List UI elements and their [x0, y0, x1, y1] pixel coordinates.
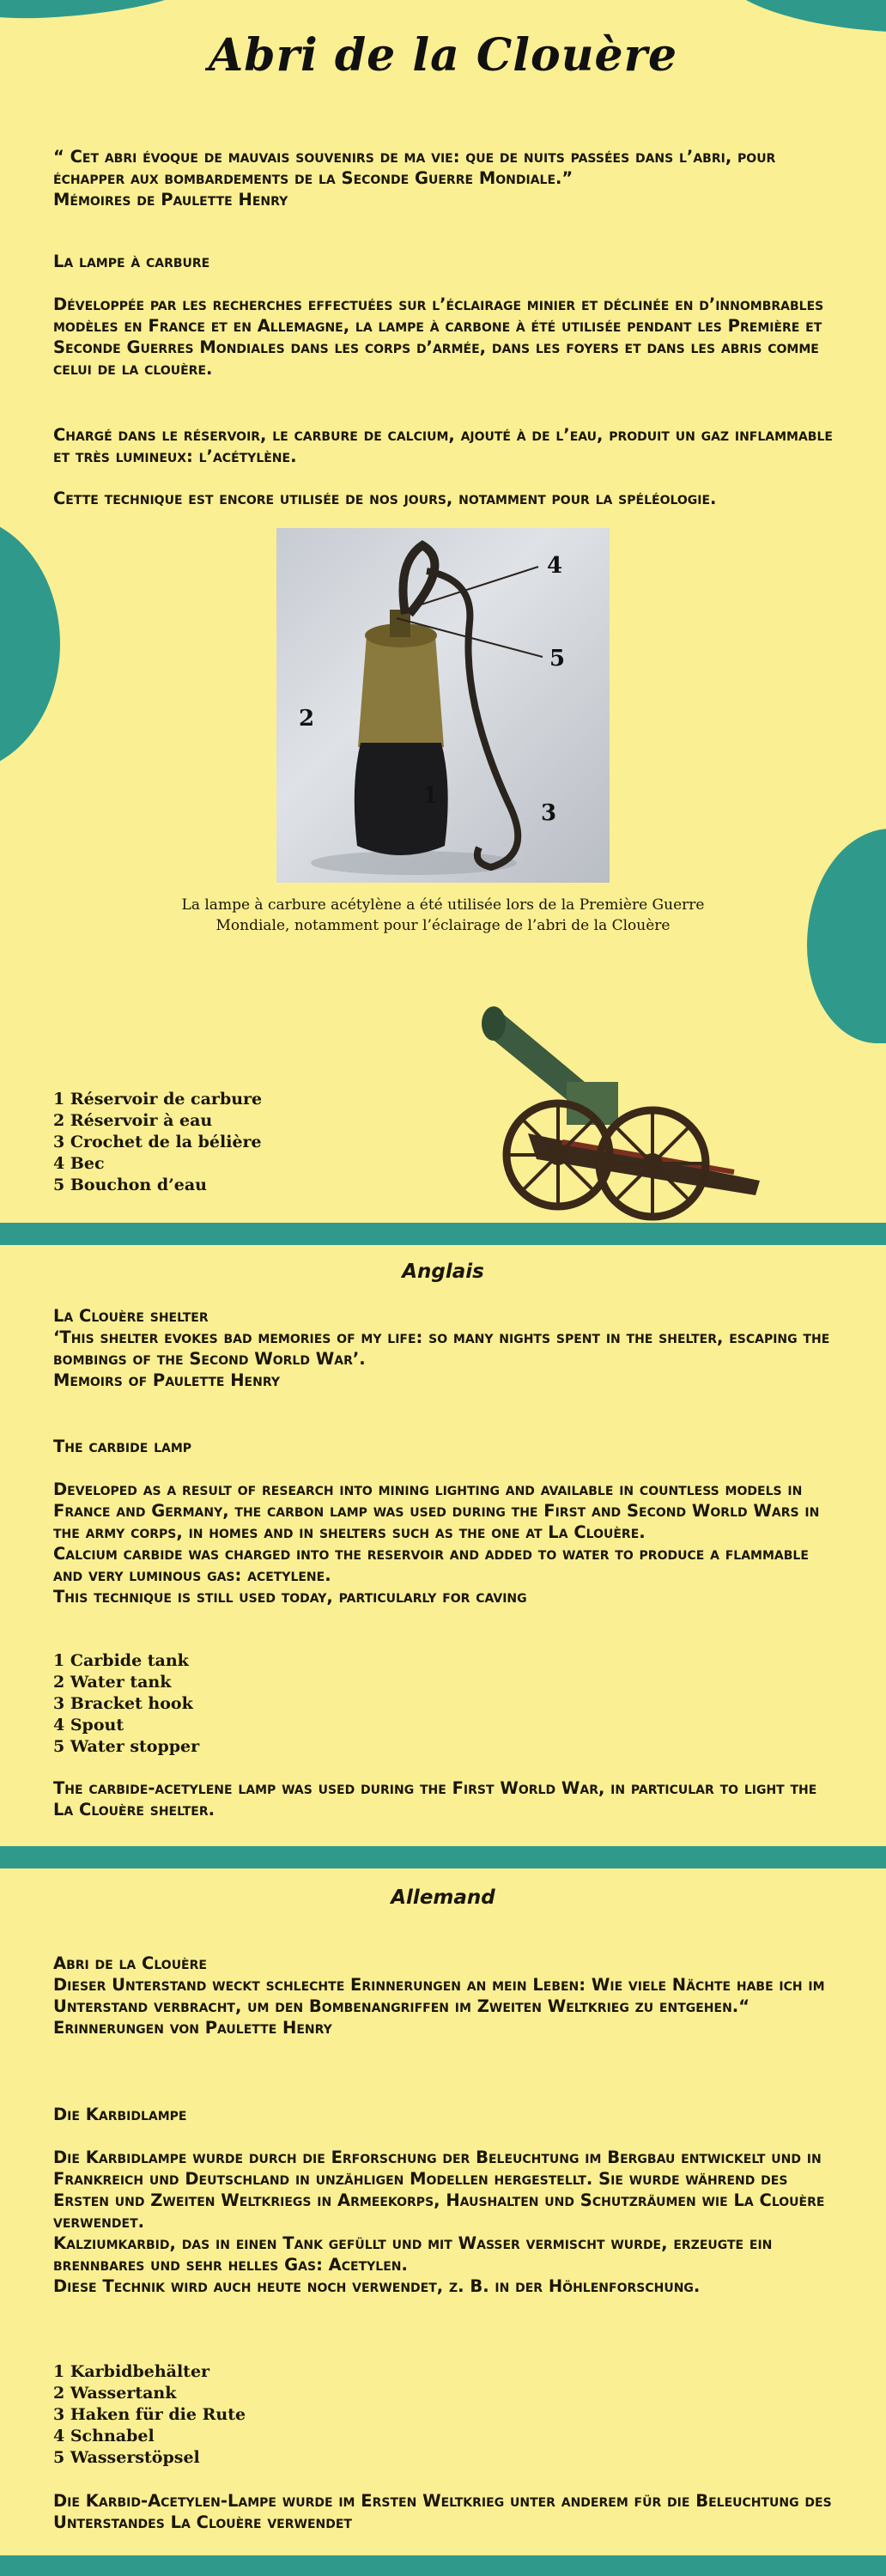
list-item: 3 Crochet de la bélière — [53, 1133, 262, 1151]
german-quote: Dieser Unterstand weckt schlechte Erinnerungen an mein Leben: Wie viele Nächte habe ich im Unterstand verbracht, um den Bombenangriffen im Zweiten Weltkrieg zu entgehen.“ — [53, 1975, 825, 2016]
english-lamp-heading: The carbide lamp — [53, 1437, 192, 1456]
french-memoir: Mémoires de Paulette Henry — [53, 190, 288, 210]
german-part-labels — [53, 2361, 246, 2469]
french-quote: “ Cet abri évoque de mauvais souvenirs de ma vie: que de nuits passées dans l’abri, pour échapper aux bombardements de la Seconde Guerre Mondiale.” — [53, 147, 776, 188]
english-shelter: La Clouère shelter — [53, 1306, 209, 1326]
english-part-labels — [53, 1650, 199, 1758]
photo-number-4: 4 — [547, 553, 563, 579]
lamp-caption — [146, 895, 740, 936]
list-item: 4 Schnabel — [53, 2427, 155, 2445]
cannon-icon — [476, 996, 773, 1228]
list-item: 3 Haken für die Rute — [53, 2405, 246, 2424]
french-para-3: Cette technique est encore utilisée de nos jours, notamment pour la spéléologie. — [53, 489, 717, 508]
english-para-2: Calcium carbide was charged into the reservoir and added to water to produce a flammable and very luminous gas: acetylene. — [53, 1544, 809, 1585]
list-item: 1 Réservoir de carbure — [53, 1090, 263, 1109]
list-item: 3 Bracket hook — [53, 1694, 193, 1713]
section-divider-3 — [0, 2555, 886, 2576]
lamp-caption-line-1: La lampe à carbure acétylène a été utilisée lors de la Première Guerre — [181, 896, 705, 914]
german-closing: Die Karbid-Acetylen-Lampe wurde im Ersten Weltkrieg unter anderem für die Beleuchtung des Unterstandes La Clouère verwendet — [53, 2491, 832, 2532]
decor-blob-top-right — [717, 0, 886, 33]
english-quote: ‘This shelter evokes bad memories of my life: so many nights spent in the shelter, escaping the bombings of the Second World War’. — [53, 1327, 830, 1369]
list-item: 1 Karbidbehälter — [53, 2362, 210, 2381]
decor-blob-right — [807, 829, 886, 1043]
german-para-1: Die Karbidlampe wurde durch die Erforschung der Beleuchtung im Bergbau entwickelt und in Frankreich und Deutschland in unzähligen Modellen hergestellt. Sie wurde während des Ersten und Zweiten Weltkriegs in Armeekorps, Haushalten und Schutzräumen wie La Clouère verwendet. — [53, 2148, 825, 2232]
cannon-wheel-left — [507, 1103, 610, 1206]
french-para-2: Chargé dans le réservoir, le carbure de calcium, ajouté à de l’eau, produit un gaz inflammable et très lumineux: l’acétylène. — [53, 425, 833, 466]
german-body — [53, 2147, 834, 2297]
photo-number-1: 1 — [422, 783, 439, 809]
french-para-1: Développée par les recherches effectuées sur l’éclairage minier et déclinée en d’innombrables modèles en France et en Allemagne, la lampe à carbone à été utilisée pendant les Première et Seconde Guerres Mondiales dans les corps d’armée, dans les foyers et dans les abris comme celui de la clouère. — [53, 295, 824, 379]
french-part-labels — [53, 1089, 262, 1196]
list-item: 2 Water tank — [53, 1673, 172, 1692]
german-shelter: Abri de la Clouère — [53, 1953, 207, 1973]
decor-blob-left — [0, 515, 60, 773]
list-item: 5 Bouchon d’eau — [53, 1176, 207, 1194]
cannon-illustration — [476, 996, 773, 1228]
photo-number-2: 2 — [299, 706, 315, 732]
german-heading: Allemand — [391, 1886, 495, 1909]
list-item: 2 Wassertank — [53, 2384, 177, 2403]
list-item: 4 Bec — [53, 1154, 105, 1173]
carbide-lamp-photo — [276, 528, 610, 883]
carbide-lamp-illustration — [276, 528, 610, 883]
section-divider-2 — [0, 1846, 886, 1868]
english-memoir: Memoirs of Paulette Henry — [53, 1370, 280, 1390]
photo-number-5: 5 — [549, 646, 566, 671]
list-item: 2 Réservoir à eau — [53, 1111, 213, 1130]
photo-number-3: 3 — [541, 800, 557, 826]
list-item: 5 Water stopper — [53, 1737, 200, 1756]
german-para-3: Diese Technik wird auch heute noch verwendet, z. B. in der Höhlenforschung. — [53, 2276, 701, 2296]
english-closing: The carbide-acetylene lamp was used during the First World War, in particular to light the La Clouère shelter. — [53, 1778, 817, 1820]
english-body — [53, 1479, 834, 1607]
list-item: 1 Carbide tank — [53, 1651, 189, 1670]
list-item: 4 Spout — [53, 1716, 124, 1735]
german-memoir: Erinnerungen von Paulette Henry — [53, 2018, 332, 2038]
cannon-wheel-right — [599, 1110, 706, 1217]
decor-blob-top-left — [0, 0, 194, 23]
english-intro — [53, 1305, 834, 1391]
english-para-1: Developed as a result of research into mining lighting and available in countless models in France and Germany, the carbon lamp was used during the First and Second World Wars in the army corps, in homes and in shelters such as the one at La Clouère. — [53, 1479, 820, 1542]
page-title: Abri de la Clouère — [208, 29, 678, 82]
german-lamp-heading: Die Karbidlampe — [53, 2105, 187, 2124]
list-item: 5 Wasserstöpsel — [53, 2448, 200, 2467]
french-intro — [53, 146, 834, 210]
english-para-3: This technique is still used today, particularly for caving — [53, 1587, 527, 1607]
english-heading: Anglais — [402, 1261, 484, 1283]
lamp-caption-line-2: Mondiale, notamment pour l’éclairage de l’abri de la Clouère — [215, 917, 671, 934]
german-intro — [53, 1953, 834, 2038]
german-para-2: Kalziumkarbid, das in einen Tank gefüllt und mit Wasser vermischt wurde, erzeugte ein brennbares und sehr helles Gas: Acetylen. — [53, 2233, 773, 2275]
section-divider-1 — [0, 1223, 886, 1245]
french-lamp-heading: La lampe à carbure — [53, 252, 210, 271]
